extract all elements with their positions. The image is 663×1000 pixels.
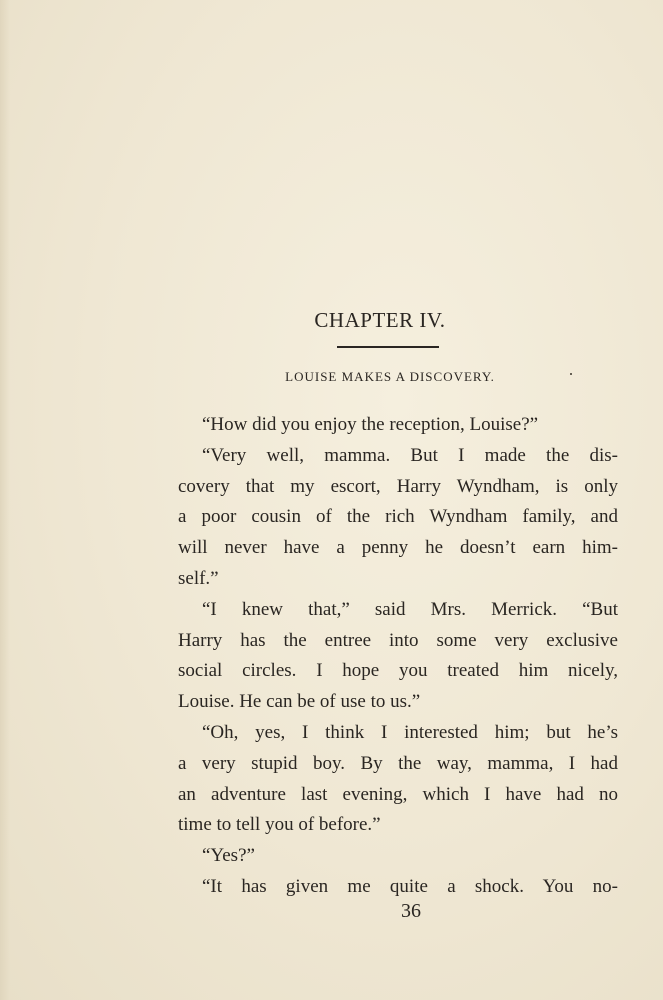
text-line: “I knew that,” said Mrs. Merrick. “But [202,598,618,620]
text-line: time to tell you of before.” [178,814,381,836]
chapter-rule [337,346,439,348]
text-line: a poor cousin of the rich Wyndham family, and [178,506,618,528]
text-line: Louise. He can be of use to us.” [178,691,421,713]
text-line: social circles. I hope you treated him nicely, [178,660,618,682]
text-line: “Very well, mamma. But I made the dis- [202,444,618,466]
text-line: covery that my escort, Harry Wyndham, is only [178,475,618,497]
chapter-subtitle: LOUISE MAKES A DISCOVERY. [285,369,495,384]
text-line: “How did you enjoy the reception, Louise?” [202,414,539,435]
body-text [178,410,618,903]
text-line: Harry has the entree into some very exclusive [178,629,618,651]
text-line: self.” [178,567,219,589]
page-number: 36 [401,900,421,922]
text-line: “It has given me quite a shock. You no- [202,875,618,897]
text-line: “Oh, yes, I think I interested him; but he’s [202,721,618,743]
ink-speck [570,373,572,375]
chapter-title: CHAPTER IV. [314,308,446,332]
text-line: an adventure last evening, which I have had no [178,783,618,805]
text-line: a very stupid boy. By the way, mamma, I had [178,752,618,774]
text-line: “Yes?” [202,845,255,867]
page-edge-shadow [0,0,10,1000]
text-line: will never have a penny he doesn’t earn him- [178,537,618,559]
